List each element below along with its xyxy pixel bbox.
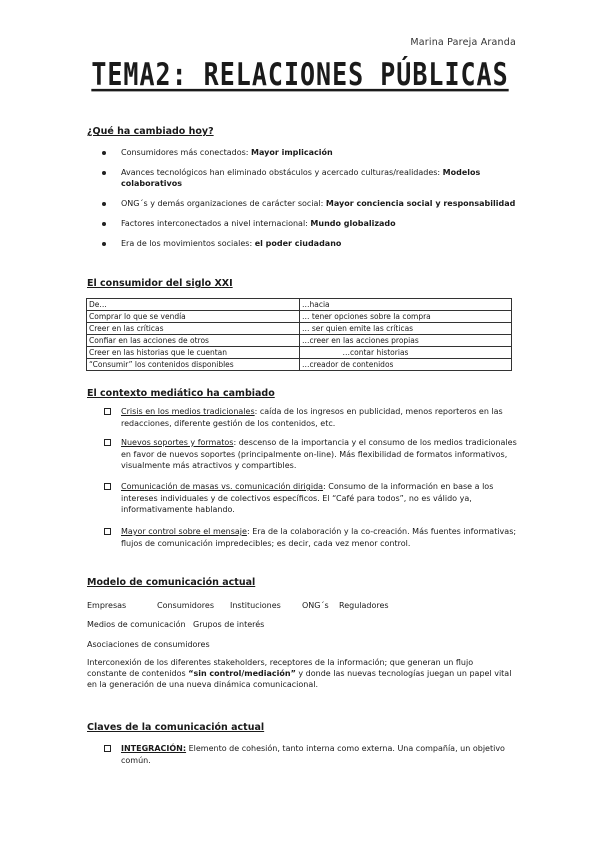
bullet-icon	[102, 222, 106, 226]
paragraph-bold: “sin control/mediación”	[188, 669, 296, 678]
bullet-icon	[102, 242, 106, 246]
table-cell: … ser quien emite las críticas	[300, 323, 512, 335]
item-bold: Mayor implicación	[251, 148, 333, 157]
item-label: INTEGRACIÓN:	[121, 744, 187, 753]
stakeholder-item: Consumidores	[157, 601, 214, 610]
item-underlined: Nuevos soportes y formatos	[121, 438, 234, 447]
consumer-table	[86, 298, 512, 371]
item-underlined: Crisis en los medios tradicionales	[121, 407, 255, 416]
item-text: Era de los movimientos sociales:	[121, 239, 255, 248]
item-text: : Era de la colaboración y la co-creación. Más fuentes informativas; flujos de comunicación impredecibles; es decir, cada vez menor control.	[121, 527, 517, 548]
table-cell: Creer en las historias que le cuentan	[87, 347, 300, 359]
stakeholder-item: ONG´s	[302, 601, 329, 610]
item-text: : Consumo de la información en base a los intereses individuales y de colectivos específicos. El “Café para todos”, no es válido ya, informativamente hablando.	[121, 482, 494, 514]
table-row	[87, 335, 512, 347]
table-cell: …hacia	[300, 299, 512, 311]
list-item	[104, 167, 524, 189]
stakeholder-item: Asociaciones de consumidores	[87, 640, 210, 649]
section-heading-keys: Claves de la comunicación actual	[87, 722, 265, 733]
table-cell: De…	[87, 299, 300, 311]
bullet-icon	[102, 202, 106, 206]
table-row	[87, 323, 512, 335]
item-text: Avances tecnológicos han eliminado obstáculos y acercado culturas/realidades:	[121, 168, 443, 177]
table-cell: Confiar en las acciones de otros	[87, 335, 300, 347]
item-text: : caída de los ingresos en publicidad, menos reporteros en las redacciones, diferente gestión de los contenidos, etc.	[121, 407, 503, 428]
table-cell: “Consumir” los contenidos disponibles	[87, 359, 300, 371]
stakeholder-item: Instituciones	[230, 601, 281, 610]
item-text: Consumidores más conectados:	[121, 148, 252, 157]
bullet-icon	[102, 171, 106, 175]
table-row	[87, 311, 512, 323]
model-paragraph	[87, 657, 515, 690]
table-cell: …creador de contenidos	[300, 359, 512, 371]
list-item	[104, 147, 524, 158]
list-item	[104, 198, 524, 209]
table-cell: …contar historias	[300, 347, 512, 359]
item-underlined: Comunicación de masas vs. comunicación dirigida	[121, 482, 324, 491]
checkbox-square-icon	[104, 483, 111, 490]
item-text: ONG´s y demás organizaciones de carácter social:	[121, 199, 326, 208]
item-text: Elemento de cohesión, tanto interna como externa. Una compañía, un objetivo común.	[121, 744, 505, 765]
item-text: : descenso de la importancia y el consumo de los medios tradicionales en favor de nuevos soportes (principalmente on-line). Más flexibilidad de formatos informativos, visualmente más atractivos y compartibles.	[121, 438, 517, 470]
author-name: Marina Pareja Aranda	[410, 37, 516, 48]
checkbox-square-icon	[104, 439, 111, 446]
item-bold: Mayor conciencia social y responsabilidad	[325, 199, 516, 208]
section-heading-model: Modelo de comunicación actual	[87, 577, 256, 588]
list-item	[104, 743, 524, 766]
list-item	[104, 238, 524, 249]
list-item	[104, 481, 524, 516]
checkbox-square-icon	[104, 408, 111, 415]
table-row	[87, 347, 512, 359]
stakeholder-item: Empresas	[87, 601, 127, 610]
list-item	[104, 526, 524, 549]
list-item	[104, 406, 524, 429]
item-bold: Mundo globalizado	[310, 219, 396, 228]
section-heading-media-context: El contexto mediático ha cambiado	[87, 388, 275, 399]
table-row	[87, 299, 512, 311]
checkbox-square-icon	[104, 745, 111, 752]
checkbox-square-icon	[104, 528, 111, 535]
list-item	[104, 218, 524, 229]
stakeholder-item: Reguladores	[339, 601, 389, 610]
section-heading-consumer: El consumidor del siglo XXI	[87, 278, 233, 289]
item-text: Factores interconectados a nivel internacional:	[121, 219, 311, 228]
table-cell: Creer en las críticas	[87, 323, 300, 335]
item-underlined: Mayor control sobre el mensaje	[121, 527, 247, 536]
paragraph-text: y donde las nuevas tecnologías juegan un papel vital en la generación de una nueva dinámica comunicacional.	[87, 669, 512, 689]
bullet-icon	[102, 151, 106, 155]
section-heading-changes: ¿Qué ha cambiado hoy?	[87, 126, 214, 137]
item-bold: el poder ciudadano	[254, 239, 342, 248]
stakeholder-item: Medios de comunicación	[87, 620, 186, 629]
list-item	[104, 437, 524, 472]
table-cell: …creer en las acciones propias	[300, 335, 512, 347]
page-title: TEMA2: RELACIONES PÚBLICAS	[91, 56, 509, 93]
table-cell: … tener opciones sobre la compra	[300, 311, 512, 323]
table-cell: Comprar lo que se vendía	[87, 311, 300, 323]
paragraph-text: Interconexión de los diferentes stakeholders, receptores de la información; que generan un flujo constante de contenidos	[87, 658, 474, 678]
stakeholder-item: Grupos de interés	[193, 620, 265, 629]
table-row	[87, 359, 512, 371]
item-bold: Modelos colaborativos	[121, 168, 481, 188]
